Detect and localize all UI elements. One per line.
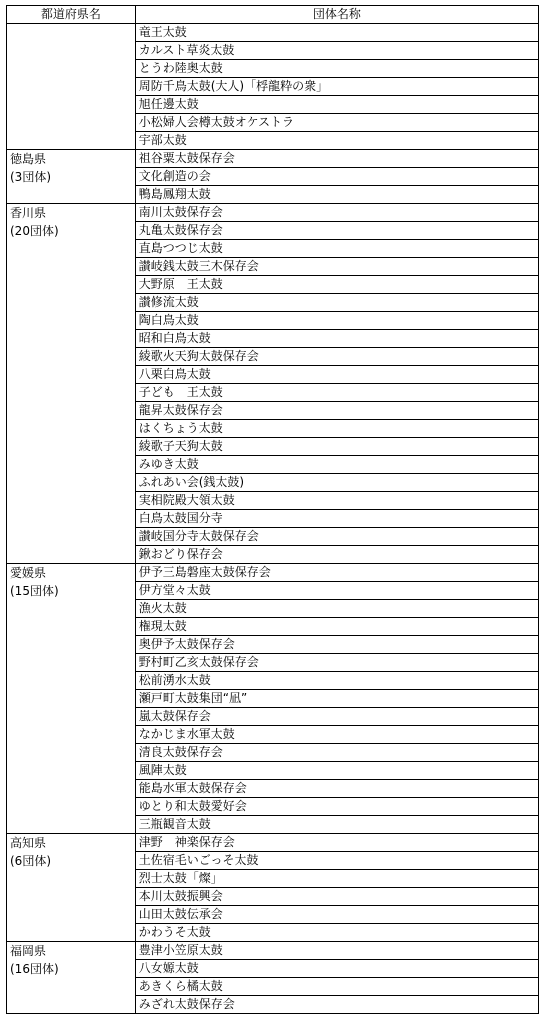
prefecture-cell [7, 942, 136, 1014]
organization-name-cell: 山田太鼓伝承会 [135, 906, 538, 924]
table-row [7, 834, 539, 852]
organization-name-cell: カルスト草炎太鼓 [135, 42, 538, 60]
organization-name-cell: みゆき太鼓 [135, 456, 538, 474]
prefecture-cell [7, 150, 136, 204]
prefecture-name: 徳島県 [10, 152, 47, 166]
organization-name-cell: 伊方堂々太鼓 [135, 582, 538, 600]
organization-name-cell: 竜王太鼓 [135, 24, 538, 42]
prefecture-count: (3団体) [10, 170, 51, 184]
prefecture-name: 高知県 [10, 836, 47, 850]
organization-name-cell: 風陣太鼓 [135, 762, 538, 780]
organization-name-cell: 野村町乙亥太鼓保存会 [135, 654, 538, 672]
organization-name-cell: 昭和白鳥太鼓 [135, 330, 538, 348]
organization-name-cell: 伊予三島磐座太鼓保存会 [135, 564, 538, 582]
organization-name-cell: 小松婦人会樽太鼓オケストラ [135, 114, 538, 132]
organization-name-cell: 清良太鼓保存会 [135, 744, 538, 762]
organization-name-cell: 権現太鼓 [135, 618, 538, 636]
prefecture-name: 福岡県 [10, 944, 47, 958]
organization-name-cell: 鍬おどり保存会 [135, 546, 538, 564]
organization-name-cell: 鴨島鳳翔太鼓 [135, 186, 538, 204]
organization-name-cell: 八女嫄太鼓 [135, 960, 538, 978]
organization-name-cell: ゆとり和太鼓愛好会 [135, 798, 538, 816]
prefecture-name: 愛媛県 [10, 566, 47, 580]
organization-name-cell: 周防千鳥太鼓(大人)「桴龍粋の衆」 [135, 78, 538, 96]
table-body [7, 24, 539, 1014]
organization-name-cell: はくちょう太鼓 [135, 420, 538, 438]
table-row [7, 24, 539, 42]
organization-name-cell: 津野 神楽保存会 [135, 834, 538, 852]
organization-name-cell: 三瓶観音太鼓 [135, 816, 538, 834]
prefecture-count: (20団体) [10, 224, 59, 238]
organization-name-cell: 宇部太鼓 [135, 132, 538, 150]
organization-name-cell: 烈士太鼓「燦」 [135, 870, 538, 888]
organization-name-cell: 嵐太鼓保存会 [135, 708, 538, 726]
organization-name-cell: 白鳥太鼓国分寺 [135, 510, 538, 528]
organization-name-cell: とうわ陸奥太鼓 [135, 60, 538, 78]
header-organization-name: 団体名称 [135, 6, 538, 24]
organization-table [6, 5, 539, 1014]
table-row [7, 942, 539, 960]
prefecture-cell [7, 564, 136, 834]
organization-name-cell: 讃修流太鼓 [135, 294, 538, 312]
organization-name-cell: 讃岐銭太鼓三木保存会 [135, 258, 538, 276]
organization-name-cell: 子ども 王太鼓 [135, 384, 538, 402]
organization-name-cell: 土佐宿毛いごっそ太鼓 [135, 852, 538, 870]
organization-name-cell: かわうそ太鼓 [135, 924, 538, 942]
organization-name-cell: 直島つつじ太鼓 [135, 240, 538, 258]
prefecture-count: (15団体) [10, 584, 59, 598]
organization-name-cell: 豊津小笠原太鼓 [135, 942, 538, 960]
organization-name-cell: 文化創造の会 [135, 168, 538, 186]
organization-name-cell: 祖谷粟太鼓保存会 [135, 150, 538, 168]
organization-name-cell: 丸亀太鼓保存会 [135, 222, 538, 240]
organization-name-cell: なかじま水軍太鼓 [135, 726, 538, 744]
organization-name-cell: あきくら橘太鼓 [135, 978, 538, 996]
prefecture-count: (6団体) [10, 854, 51, 868]
prefecture-cell [7, 834, 136, 942]
table-row [7, 150, 539, 168]
prefecture-count: (16団体) [10, 962, 59, 976]
header-prefecture: 都道府県名 [7, 6, 136, 24]
organization-name-cell: 龍昇太鼓保存会 [135, 402, 538, 420]
prefecture-cell [7, 204, 136, 564]
organization-name-cell: 実相院殿大領太鼓 [135, 492, 538, 510]
organization-name-cell: 綾歌子天狗太鼓 [135, 438, 538, 456]
organization-name-cell: 大野原 王太鼓 [135, 276, 538, 294]
organization-name-cell: みざれ太鼓保存会 [135, 996, 538, 1014]
organization-name-cell: 綾歌火天狗太鼓保存会 [135, 348, 538, 366]
organization-name-cell: 南川太鼓保存会 [135, 204, 538, 222]
organization-name-cell: ふれあい会(銭太鼓) [135, 474, 538, 492]
organization-name-cell: 旭任邊太鼓 [135, 96, 538, 114]
prefecture-cell [7, 24, 136, 150]
organization-name-cell: 讃岐国分寺太鼓保存会 [135, 528, 538, 546]
organization-name-cell: 能島水軍太鼓保存会 [135, 780, 538, 798]
organization-name-cell: 松前湧水太鼓 [135, 672, 538, 690]
organization-name-cell: 漁火太鼓 [135, 600, 538, 618]
table-row [7, 564, 539, 582]
organization-name-cell: 本川太鼓振興会 [135, 888, 538, 906]
organization-name-cell: 陶白鳥太鼓 [135, 312, 538, 330]
organization-name-cell: 八栗白鳥太鼓 [135, 366, 538, 384]
table-row [7, 204, 539, 222]
header-row [7, 6, 539, 24]
organization-name-cell: 奥伊予太鼓保存会 [135, 636, 538, 654]
prefecture-name: 香川県 [10, 206, 47, 220]
organization-name-cell: 瀬戸町太鼓集団“凪” [135, 690, 538, 708]
